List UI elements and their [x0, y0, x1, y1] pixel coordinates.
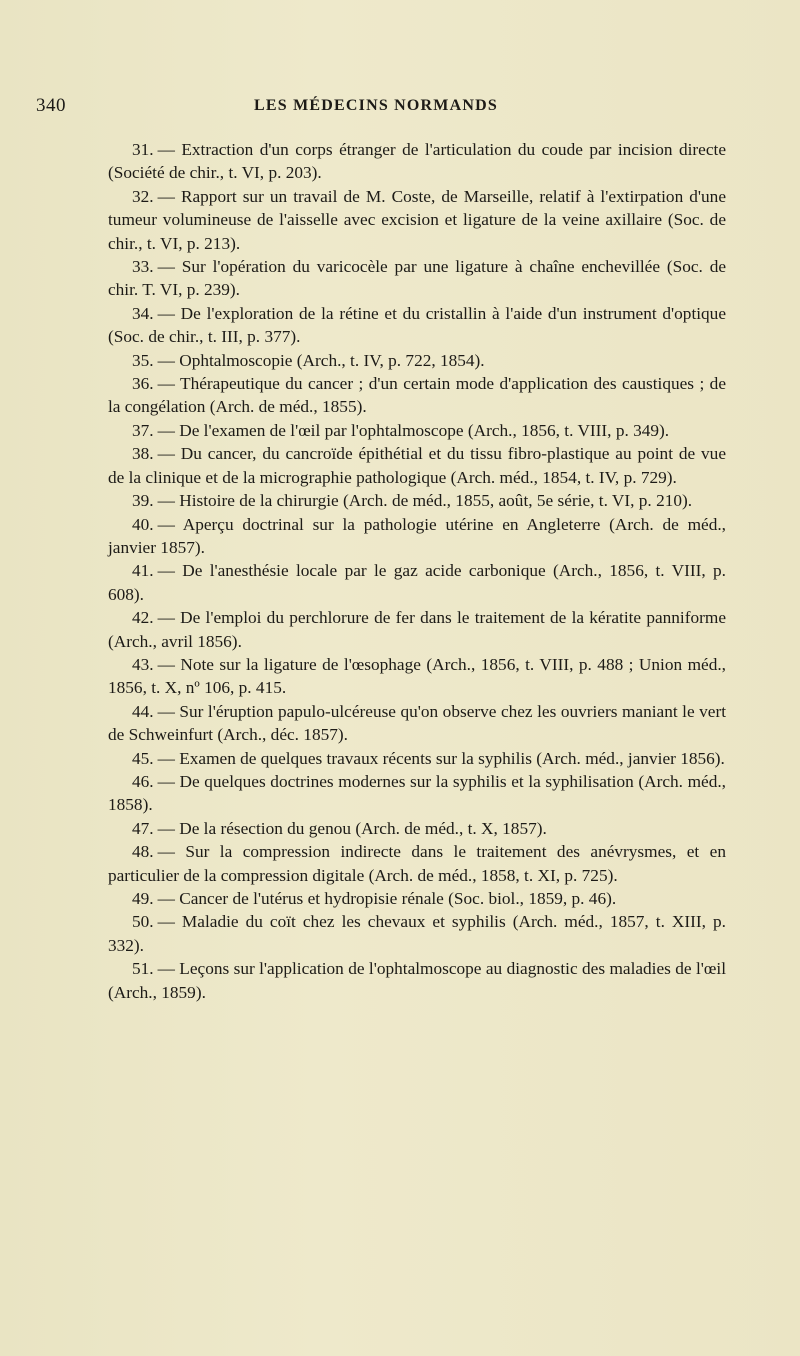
entry-number: 40.: [132, 514, 154, 534]
entry-number: 41.: [132, 561, 154, 581]
entry-number: 51.: [132, 959, 154, 979]
list-item: [108, 513, 726, 560]
list-item: [108, 747, 726, 770]
list-item: [108, 887, 726, 910]
entry-text: — Sur la compression indirecte dans le traitement des anévrysmes, et en particulier de la compression digitale (Arch. de méd., 1858, t. XI, p. 725).: [108, 842, 726, 885]
entry-text: — Du cancer, du cancroïde épithétial et du tissu fibro-plastique au point de vue de la clinique et de la micrographie pathologique (Arch. méd., 1854, t. IV, p. 729).: [108, 444, 726, 487]
list-item: [108, 653, 726, 700]
list-item: [108, 957, 726, 1004]
entry-text: — Maladie du coït chez les chevaux et syphilis (Arch. méd., 1857, t. XIII, p. 332).: [108, 912, 726, 955]
running-title: LES MÉDECINS NORMANDS: [254, 97, 498, 114]
bibliography-list: [108, 138, 726, 1004]
entry-number: 35.: [132, 350, 154, 370]
entry-text: — Note sur la ligature de l'œsophage (Arch., 1856, t. VIII, p. 488 ; Union méd., 1856, t. X, nº 106, p. 415.: [108, 654, 726, 698]
page-header: [36, 95, 716, 121]
entry-text: — De l'emploi du perchlorure de fer dans le traitement de la kératite panniforme (Arch., avril 1856).: [108, 608, 726, 651]
entry-text: — Sur l'éruption papulo-ulcéreuse qu'on observe chez les ouvriers maniant le vert de Schweinfurt (Arch., déc. 1857).: [108, 701, 726, 745]
list-item: [108, 910, 726, 957]
entry-text: — Ophtalmoscopie (Arch., t. IV, p. 722, 1854).: [157, 350, 485, 370]
list-item: [108, 840, 726, 887]
entry-number: 31.: [132, 140, 154, 159]
entry-text: — Examen de quelques travaux récents sur la syphilis (Arch. méd., janvier 1856).: [157, 748, 725, 768]
list-item: [108, 372, 726, 419]
entry-text: — Histoire de la chirurgie (Arch. de méd., 1855, août, 5e série, t. VI, p. 210).: [157, 491, 693, 511]
entry-text: — Sur l'opération du varicocèle par une ligature à chaîne enchevillée (Soc. de chir. T. VI, p. 239).: [108, 257, 726, 300]
entry-number: 33.: [132, 257, 154, 277]
entry-text: — De l'examen de l'œil par l'ophtalmoscope (Arch., 1856, t. VIII, p. 349).: [157, 420, 670, 440]
list-item: [108, 817, 726, 840]
entry-number: 34.: [132, 303, 154, 323]
entry-text: — De la résection du genou (Arch. de méd., t. X, 1857).: [157, 818, 547, 838]
list-item: [108, 770, 726, 817]
list-item: [108, 489, 726, 512]
entry-number: 45.: [132, 748, 154, 768]
list-item: [108, 302, 726, 349]
entry-number: 47.: [132, 818, 154, 838]
entry-number: 48.: [132, 842, 154, 862]
entry-text: — De l'exploration de la rétine et du cristallin à l'aide d'un instrument d'optique (Soc. de chir., t. III, p. 377).: [108, 303, 726, 347]
list-item: [108, 559, 726, 606]
list-item: [108, 442, 726, 489]
entry-text: — Aperçu doctrinal sur la pathologie utérine en Angleterre (Arch. de méd., janvier 1857).: [108, 514, 726, 557]
list-item: [108, 349, 726, 372]
list-item: [108, 700, 726, 747]
entry-number: 44.: [132, 701, 154, 721]
entry-number: 36.: [132, 374, 154, 394]
entry-text: — De quelques doctrines modernes sur la syphilis et la syphilisation (Arch. méd., 1858).: [108, 771, 726, 815]
entry-text: — Rapport sur un travail de M. Coste, de Marseille, relatif à l'extirpation d'une tumeur volumineuse de l'aisselle avec excision et ligature de la veine axillaire (Soc. de chir., t. VI, p. 213).: [108, 186, 726, 253]
entry-text: — Extraction d'un corps étranger de l'articulation du coude par incision directe (Société de chir., t. VI, p. 203).: [108, 140, 726, 183]
entry-number: 42.: [132, 608, 154, 628]
list-item: [108, 255, 726, 302]
entry-number: 37.: [132, 420, 154, 440]
list-item: [108, 419, 726, 442]
entry-text: — Leçons sur l'application de l'ophtalmoscope au diagnostic des maladies de l'œil (Arch., 1859).: [108, 959, 726, 1002]
list-item: [108, 606, 726, 653]
entry-text: — De l'anesthésie locale par le gaz acide carbonique (Arch., 1856, t. VIII, p. 608).: [108, 561, 726, 604]
entry-number: 46.: [132, 771, 154, 791]
list-item: [108, 138, 726, 185]
entry-number: 50.: [132, 912, 154, 932]
list-item: [108, 185, 726, 255]
entry-number: 32.: [132, 186, 154, 206]
entry-text: — Thérapeutique du cancer ; d'un certain mode d'application des caustiques ; de la congélation (Arch. de méd., 1855).: [108, 374, 726, 417]
entry-number: 39.: [132, 491, 154, 511]
entry-number: 38.: [132, 444, 154, 464]
entry-number: 49.: [132, 889, 154, 908]
entry-number: 43.: [132, 654, 154, 674]
entry-text: — Cancer de l'utérus et hydropisie rénale (Soc. biol., 1859, p. 46).: [157, 889, 617, 908]
page-number: 340: [36, 95, 66, 116]
